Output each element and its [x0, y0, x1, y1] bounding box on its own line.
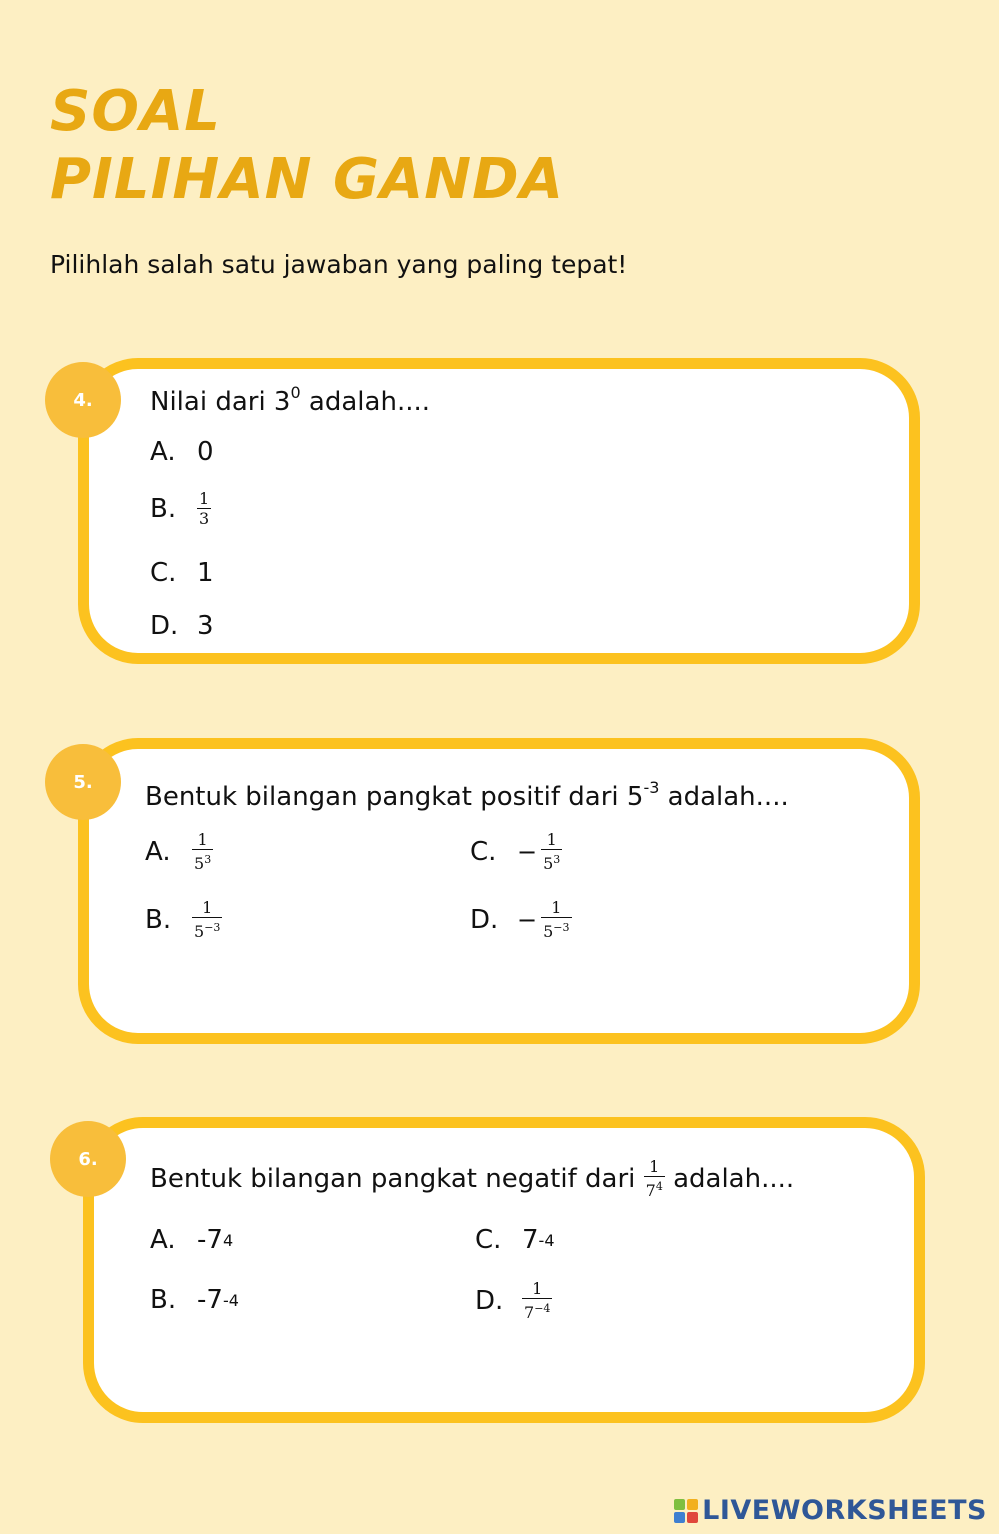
- option-a[interactable]: A. 0: [150, 437, 214, 467]
- question-number-badge: 5.: [45, 744, 121, 820]
- fraction: $\frac{1}{5^{-3}}$: [543, 898, 570, 941]
- title-line-1: SOAL: [50, 79, 221, 144]
- minus-sign: −: [517, 837, 538, 866]
- question-prompt: Bentuk bilangan pangkat negatif dari $\frac{1}{7^4}$ adalah....: [150, 1157, 795, 1200]
- option-d[interactable]: D. 3: [150, 611, 214, 641]
- minus-sign: −: [517, 905, 538, 934]
- question-number-badge: 4.: [45, 362, 121, 438]
- fraction: $\frac{1}{5^3}$: [543, 830, 561, 873]
- fraction: $\frac{1}{3}$: [199, 489, 210, 528]
- fraction: $\frac{1}{7^{-4}}$: [524, 1279, 551, 1322]
- page-title: [50, 78, 564, 214]
- option-b[interactable]: B. -7 -4: [150, 1285, 239, 1315]
- question-number-badge: 6.: [50, 1121, 126, 1197]
- fraction: $\frac{1}{5^3}$: [194, 830, 212, 873]
- option-d[interactable]: D. − $\frac{1}{5^{-3}}$: [470, 898, 570, 941]
- option-c[interactable]: C. 1: [150, 558, 214, 588]
- option-b[interactable]: B. $\frac{1}{5^{-3}}$: [145, 898, 221, 941]
- question-prompt: Bentuk bilangan pangkat positif dari $5^{-3}$ adalah....: [145, 778, 789, 812]
- brand-name: LIVEWORKSHEETS: [702, 1495, 987, 1526]
- option-a[interactable]: A. $\frac{1}{5^3}$: [145, 830, 212, 873]
- fraction: $\frac{1}{7^4}$: [645, 1157, 663, 1200]
- option-d[interactable]: D. $\frac{1}{7^{-4}}$: [475, 1279, 551, 1322]
- footer-brand[interactable]: [674, 1495, 987, 1526]
- fraction: $\frac{1}{5^{-3}}$: [194, 898, 221, 941]
- instruction-text: Pilihlah salah satu jawaban yang paling tepat!: [50, 250, 628, 279]
- liveworksheets-logo-icon: [674, 1499, 698, 1523]
- option-a[interactable]: A. -7 4: [150, 1225, 234, 1255]
- option-c[interactable]: C. − $\frac{1}{5^3}$: [470, 830, 561, 873]
- title-line-2: PILIHAN GANDA: [50, 147, 564, 212]
- option-b[interactable]: B. $\frac{1}{3}$: [150, 489, 210, 528]
- question-prompt: Nilai dari $3^0$ adalah....: [150, 383, 430, 417]
- option-c[interactable]: C. 7 -4: [475, 1225, 555, 1255]
